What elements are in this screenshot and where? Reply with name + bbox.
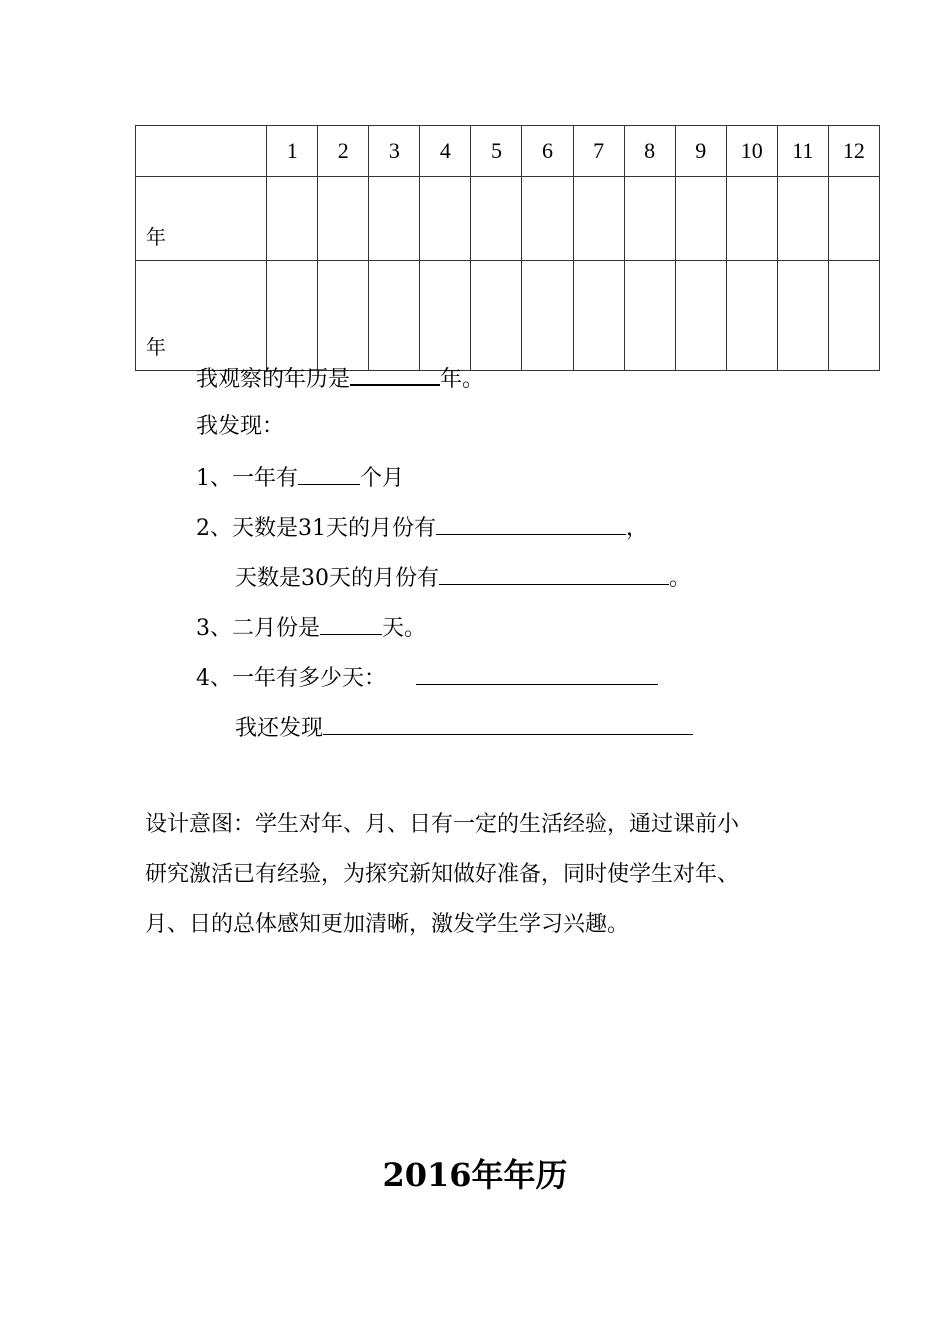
year-row-label: 年 [136,261,267,371]
found-heading: 我发现： [196,414,285,439]
table-cell[interactable] [471,261,522,371]
table-cell[interactable] [522,261,573,371]
month-header-cell: 5 [471,126,522,177]
month-header-cell: 4 [420,126,471,177]
month-header-cell: 1 [267,126,318,177]
table-cell[interactable] [318,177,369,261]
table-cell[interactable] [369,177,420,261]
table-cell[interactable] [573,261,624,371]
q2b-prefix: 天数是30天的月份有 [235,566,439,591]
question-2 [196,512,648,544]
table-cell[interactable] [624,177,675,261]
q3-answer-blank[interactable] [320,612,382,635]
month-header-cell: 10 [726,126,777,177]
also-prefix: 我还发现 [235,716,324,741]
table-cell[interactable] [471,177,522,261]
table-cell[interactable] [777,261,828,371]
q2-answer-blank[interactable] [436,512,626,535]
month-header-cell: 2 [318,126,369,177]
also-found-line [235,712,693,744]
table-cell[interactable] [675,177,726,261]
q1-answer-blank[interactable] [298,462,360,485]
q3-suffix: 天。 [382,616,427,641]
year-row-label: 年 [136,177,267,261]
corner-cell [136,126,267,177]
table-cell[interactable] [267,261,318,371]
table-cell[interactable] [726,177,777,261]
table-cell[interactable] [624,261,675,371]
table-header-row [136,126,880,177]
table-cell[interactable] [420,177,471,261]
q2b-suffix: 。 [669,566,692,591]
calendar-title: 2016年年历 [382,1156,568,1194]
q4-answer-blank[interactable] [416,662,658,685]
table-cell[interactable] [369,261,420,371]
table-cell[interactable] [420,261,471,371]
design-intent-line-1: 设计意图：学生对年、月、日有一定的生活经验，通过课前小 [145,812,740,837]
table-cell[interactable] [318,261,369,371]
observe-line [196,362,484,395]
table-cell[interactable] [522,177,573,261]
question-1 [196,462,404,494]
table-cell[interactable] [675,261,726,371]
month-observation-table [135,125,880,371]
table-row [136,261,880,371]
also-answer-blank[interactable] [323,712,693,735]
month-header-cell: 7 [573,126,624,177]
table-cell[interactable] [828,177,879,261]
design-intent-line-2: 研究激活已有经验，为探究新知做好准备，同时使学生对年、 [145,862,740,887]
question-3 [196,612,426,644]
q2-prefix: 2、天数是31天的月份有 [196,516,436,541]
table-cell[interactable] [828,261,879,371]
q1-suffix: 个月 [360,466,405,491]
q2b-answer-blank[interactable] [439,562,669,585]
table-cell[interactable] [573,177,624,261]
question-4 [196,662,658,694]
table-cell[interactable] [726,261,777,371]
question-2b [235,562,691,594]
q3-prefix: 3、二月份是 [196,616,320,641]
observe-suffix: 年。 [440,367,485,392]
month-header-cell: 6 [522,126,573,177]
q1-prefix: 1、一年有 [196,466,298,491]
month-header-cell: 3 [369,126,420,177]
table-cell[interactable] [777,177,828,261]
month-header-cell: 11 [777,126,828,177]
table-cell[interactable] [267,177,318,261]
year-answer-blank[interactable] [350,362,440,386]
q4-prefix: 4、一年有多少天： [196,666,386,691]
month-header-cell: 12 [828,126,879,177]
design-intent-line-3: 月、日的总体感知更加清晰，激发学生学习兴趣。 [145,912,630,937]
table-row [136,177,880,261]
observe-prefix: 我观察的年历是 [196,367,351,392]
month-header-cell: 8 [624,126,675,177]
month-header-cell: 9 [675,126,726,177]
q2-suffix: ， [626,516,649,541]
